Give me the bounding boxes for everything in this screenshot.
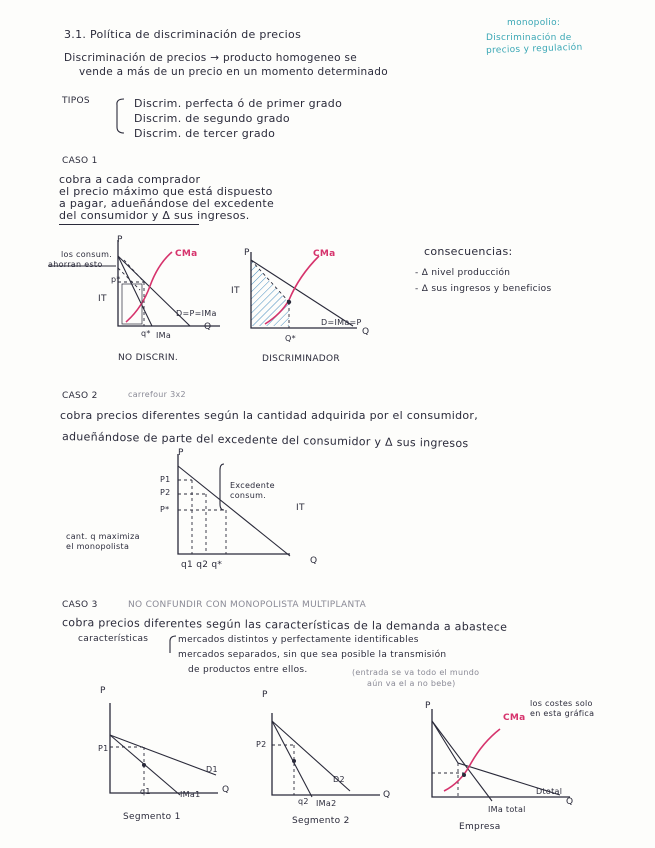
side-note-line2: Discriminación de <box>486 33 572 43</box>
s1-demand: D1 <box>206 765 218 774</box>
definition-line1: Discriminación de precios → producto homogeneo se <box>64 52 358 64</box>
case1-title: CASO 1 <box>62 156 98 166</box>
g2-p-label: P <box>244 248 250 258</box>
s1-price: P1 <box>98 744 109 753</box>
case2-text-2: adueñándose de parte del excedente del consumidor y Δ sus ingresos <box>61 430 469 451</box>
e-note-1: los costes solo <box>530 699 593 708</box>
e-p-label: P <box>425 701 431 711</box>
g1-axis-q: Q <box>204 322 212 332</box>
g2-it: IT <box>231 286 240 296</box>
side-note-line1: monopolio: <box>507 18 561 28</box>
types-brace <box>114 97 128 135</box>
case1-text-1: cobra a cada comprador <box>59 173 201 186</box>
c2-axis-q: Q <box>310 556 318 566</box>
g1-ima: IMa <box>156 331 172 340</box>
g1-it: IT <box>98 294 107 304</box>
e-cma-label: CMa <box>503 713 526 723</box>
graph-discrim <box>225 240 395 350</box>
types-item-1: Discrim. perfecta ó de primer grado <box>134 97 343 110</box>
case3-char-3: de productos entre ellos. <box>188 665 308 675</box>
g1-annot-1: los consum. <box>61 250 113 259</box>
types-item-3: Discrim. de tercer grado <box>134 127 276 140</box>
e-ima: IMa total <box>488 805 526 814</box>
case1-text-2: el precio máximo que está dispuesto <box>59 185 273 198</box>
case3-chars-label: características <box>78 634 149 644</box>
g1-caption: NO DISCRIN. <box>118 353 179 363</box>
g1-p-label: P <box>117 235 123 245</box>
s1-axis-q: Q <box>222 785 230 795</box>
e-note-2: en esta gráfica <box>530 709 595 718</box>
s2-q: q2 <box>298 797 309 806</box>
g1-demand: D=P=IMa <box>176 309 217 318</box>
g2-cma-label: CMa <box>313 249 336 259</box>
case2-graph <box>150 448 350 568</box>
g1-cma-label: CMa <box>175 249 198 259</box>
case2-text-1: cobra precios diferentes según la cantidad adquirida por el consumidor, <box>60 409 479 422</box>
consequence-2: - Δ sus ingresos y beneficios <box>415 284 552 294</box>
s1-p-label: P <box>100 686 106 696</box>
case3-aside-2: aún va el a no bebe) <box>367 679 456 688</box>
segment2-graph <box>250 695 400 815</box>
s1-q: q1 <box>140 787 151 796</box>
g1-qstar: q* <box>141 329 151 338</box>
case3-char-1: mercados distintos y perfectamente identificables <box>178 635 419 645</box>
g2-axis-q: Q <box>362 327 370 337</box>
g1-pstar: p* <box>111 275 121 284</box>
g2-qstar: Q* <box>285 334 296 343</box>
side-note-line3: precios y regulación <box>485 42 583 56</box>
consequences-title: consecuencias: <box>424 245 513 258</box>
s1-caption: Segmento 1 <box>123 812 181 822</box>
c2-q-ticks: q1 q2 q* <box>181 560 223 570</box>
c2-excedente-1: Excedente <box>230 481 275 490</box>
case3-title: CASO 3 <box>62 600 98 610</box>
g2-demand: D=IMa=P <box>321 318 362 327</box>
case1-text-4: del consumidor y Δ sus ingresos. <box>59 209 250 222</box>
s1-ima: IMa1 <box>180 790 201 799</box>
case1-text-3: a pagar, adueñándose del excedente <box>59 197 275 210</box>
c2-p2: P2 <box>160 488 171 497</box>
c2-annot-1: cant. q maximiza <box>66 532 140 541</box>
g2-caption: DISCRIMINADOR <box>262 354 340 364</box>
e-demand: Dtotal <box>536 787 563 796</box>
c2-it: IT <box>296 503 305 513</box>
types-label: TIPOS <box>62 96 90 106</box>
c2-p1: P1 <box>160 475 171 484</box>
s2-demand: D2 <box>333 775 345 784</box>
s2-axis-q: Q <box>383 790 391 800</box>
g1-annot-2: ahorran esto <box>48 260 103 269</box>
case3-text: cobra precios diferentes según las características de la demanda a abastece <box>61 616 508 634</box>
case3-aside-1: (entrada se va todo el mundo <box>352 668 480 677</box>
case3-warning: NO CONFUNDIR CON MONOPOLISTA MULTIPLANTA <box>128 600 367 610</box>
segment1-graph <box>90 695 240 815</box>
types-item-2: Discrim. de segundo grado <box>134 112 290 125</box>
e-caption: Empresa <box>459 822 501 832</box>
s2-caption: Segmento 2 <box>292 816 350 826</box>
consequence-1: - Δ nivel producción <box>415 268 511 278</box>
c2-annot-2: el monopolista <box>66 542 130 551</box>
case2-title: CASO 2 <box>62 391 98 401</box>
s2-p-label: P <box>262 690 268 700</box>
c2-pstar: P* <box>160 505 170 514</box>
c2-p-label: P <box>178 448 184 458</box>
s2-ima: IMa2 <box>316 799 337 808</box>
c2-excedente-2: consum. <box>230 491 267 500</box>
page-title: 3.1. Política de discriminación de precios <box>64 28 302 41</box>
chars-brace <box>168 635 178 655</box>
case3-char-2: mercados separados, sin que sea posible la transmisión <box>178 650 447 660</box>
s2-price: P2 <box>256 740 267 749</box>
underline <box>59 224 199 225</box>
case2-note: carrefour 3x2 <box>128 390 186 399</box>
definition-line2: vende a más de un precio en un momento determinado <box>79 66 388 78</box>
e-axis-q: Q <box>566 797 574 807</box>
